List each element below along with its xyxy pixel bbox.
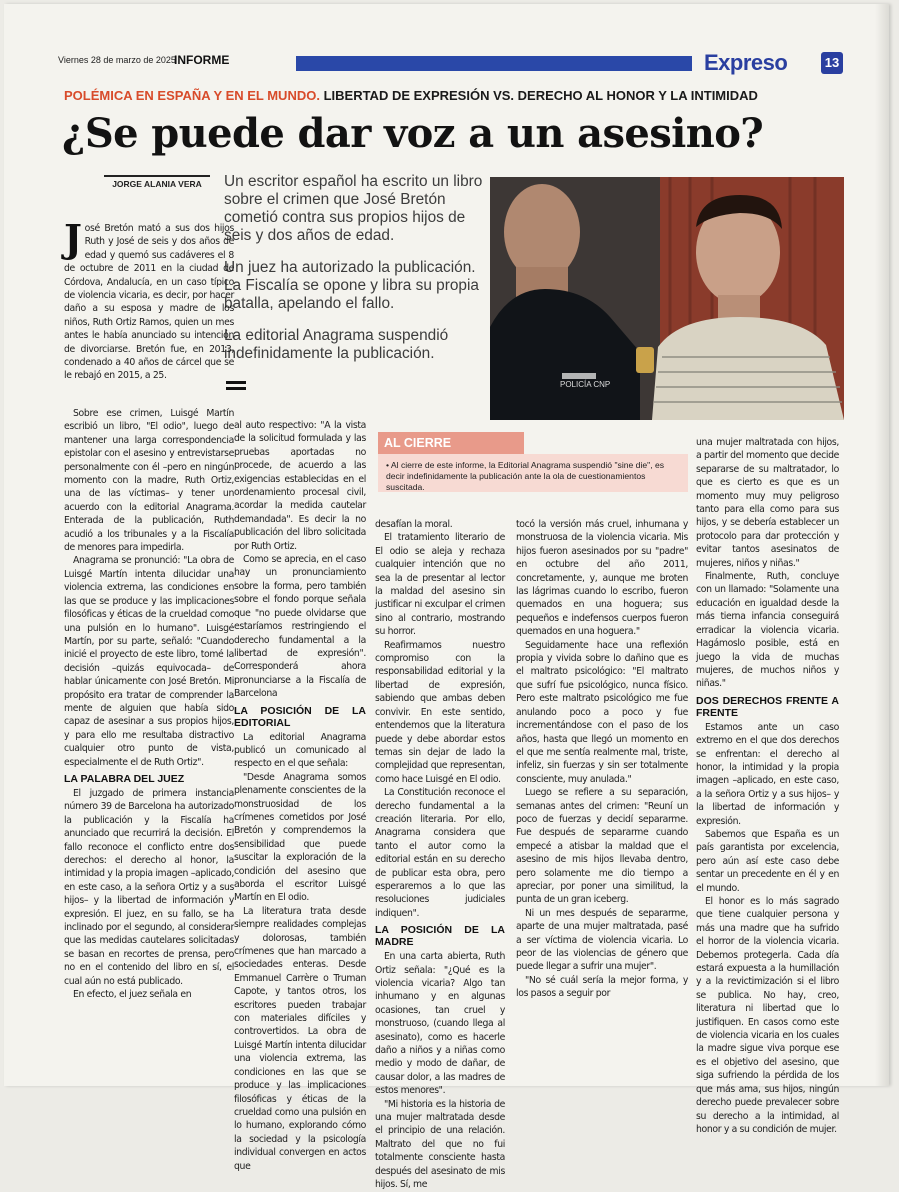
paragraph: Seguidamente hace una reflexión propia y vivida sobre lo dañino que es el maltrato psicológico: "El maltrato que sufrí fue psicológico, nunca físico. Pero este maltrato psicológico me fue anulando poco a poco y fue incrementándose con el paso de los años, hasta que llegó un momento en el que me sentía realmente mal, triste, infeliz, sin fuerzas y sin ser totalmente consciente, muy anulada." [516, 639, 688, 785]
paragraph: Sabemos que España es un país garantista por excelencia, pero aún así este caso debe sentar un precedente en él y en el mundo. [696, 828, 839, 894]
newspaper-page [4, 4, 889, 1191]
drop-cap: J [64, 216, 82, 261]
paragraph: El tratamiento literario de El odio se aleja y rechaza cualquier intención que no sea la de presentar al lector la maldad del asesino sin justificar ni exculpar el crimen sino al contrario, mostrando su horror. [375, 532, 505, 638]
photo-illustration [490, 177, 844, 420]
paragraph: El honor es lo más sagrado que tiene cualquier persona y más una madre que ha sufrido el horror de la violencia vicaria. Debemos protegerla. Cada día estará expuesta a la humillación y a la revictimización si el libro se publica. No hay, creo, literatura ni libertad que lo justifiquen. En casos como este de violencia vicaria en los cuales la madre sigue viva porque ese es el objetivo del asesino, que siga sufriendo la pérdida de los que más ama, sus hijos, ningún derecho puede prevalecer sobre su derecho a la intimidad, al honor y a su condición de mujer. [696, 896, 839, 1135]
paragraph: La literatura trata desde siempre realidades complejas y dolorosas, también crímenes que han marcado a sociedades enteras. Desde Emmanuel Carrère o Truman Capote, y tantos otros, los escritores pueden trabajar con materiales difíciles y controvertidos. La obra de Luisgé Martín intenta dilucidar una violencia extrema, las condiciones en las que se produce y las implicaciones filosóficas y éticas de la crueldad como una pulsión en lo humano, explorando cómo la sociedad y la psicología individual convergen en actos que [234, 905, 366, 1172]
deck-paragraph-2: Un juez ha autorizado la publicación. La Fiscalía se opone y libra su propia batalla, apelando el fallo. [224, 259, 479, 312]
subhead-derechos: DOS DERECHOS FRENTE A FRENTE [696, 694, 839, 719]
header-band [296, 56, 692, 71]
page-header [58, 50, 848, 75]
sidebar-box [378, 454, 688, 492]
paragraph: Finalmente, Ruth, concluye con un llamado: "Solamente una educación en igualdad desde la más tierna infancia conseguirá erradicar la violencia vicaria. Hagámoslo posible, está en juego la vida de muchas mujeres, de muchos niños y niñas." [696, 571, 839, 690]
paragraph: Sobre ese crimen, Luisgé Martín escribió un libro, "El odio", luego de mantener una larga correspondencia epistolar con el asesino y entrevistarse personalmente con él –pero en ningún momento con la madre, Ruth Ortiz, una de las víctimas– y tener un acuerdo con la editorial Anagrama. Enterada de la publicación, Ruth acudió a los tribunales y a la Fiscalía de menores para impedirla. [64, 408, 234, 554]
paragraph: Reafirmamos nuestro compromiso con la responsabilidad editorial y la libertad de expresión, sabiendo que ambas deben convivir. En este sentido, entendemos que la literatura puede y debe abordar estos temas sin dejar de lado la complejidad que representan, como hace Luisgé en El odio. [375, 639, 505, 785]
kicker-red: POLÉMICA EN ESPAÑA Y EN EL MUNDO. [64, 88, 320, 103]
page-number: 13 [821, 52, 843, 74]
article-deck [224, 173, 489, 377]
column-1 [64, 407, 234, 1001]
byline: JORGE ALANIA VERA [112, 179, 202, 189]
paragraph: "Desde Anagrama somos plenamente conscientes de la monstruosidad de los crímenes cometidos por José Bretón y comprendemos la sensibilidad que puede suscitar la exploración de la condición del asesino que aborda el escritor Luisgé Martín en El odio. [234, 771, 366, 904]
kicker-black: LIBERTAD DE EXPRESIÓN VS. DERECHO AL HONOR Y LA INTIMIDAD [323, 88, 758, 103]
deck-paragraph-3: La editorial Anagrama suspendió indefinidamente la publicación. [224, 327, 449, 362]
sidebar-box-title: AL CIERRE [384, 436, 452, 450]
paragraph: tocó la versión más cruel, inhumana y monstruosa de la violencia vicaria. Mis hijos fueron asesinados por su "padre" en octubre del año 2011, concretamente, y, aunque me broten las lágrimas cuando lo escribo, fueron quemados en una hoguera; sus pequeños e indefensos cuerpos fueron quemados en una hoguera." [516, 519, 688, 638]
paragraph: La Constitución reconoce el derecho fundamental a la creación literaria. Por ello, Anagrama considera que tanto el autor como la editorial están en su derecho de publicar esta obra, pero esperaremos a lo que las resoluciones judiciales indiquen". [375, 787, 505, 919]
paragraph: Como se aprecia, en el caso hay un pronunciamiento sobre la forma, pero también sobre el fondo porque señala que "no puede olvidarse que estaríamos restringiendo el derecho fundamental a la libertad de expresión". Corresponderá ahora pronunciarse a la Fiscalía de Barcelona [234, 554, 366, 700]
paragraph: al auto respectivo: "A la vista de la solicitud formulada y las pruebas aportadas no procede, de acuerdo a las exigencias establecidas en el ordenamiento procesal civil, acordar la medida cautelar demandada". Es decir la no publicación del libro solicitada por Ruth Ortiz. [234, 420, 366, 552]
deck-paragraph-1: Un escritor español ha escrito un libro sobre el crimen que José Bretón cometió contra sus propios hijos de seis y dos años de edad. [224, 173, 483, 244]
issue-date: Viernes 28 de marzo de 2025 [58, 55, 176, 65]
subhead-madre: LA POSICIÓN DE LA MADRE [375, 924, 505, 949]
paragraph: Ni un mes después de separarme, aparte de una mujer maltratada, pasé a ser víctima de violencia vicaria. Lo peor de las violencias de género que puede llegar a sufrir una mujer". [516, 907, 688, 973]
paragraph: La editorial Anagrama publicó un comunicado al respecto en el que señala: [234, 731, 366, 770]
paragraph: una mujer maltratada con hijos, a partir del momento que decide separarse de su maltratador, lo que es cierto es que es un momento muy muy peligroso tanto para ella como para sus hijos, y se debería establecer un protocolo para dar protección y evitar tantos asesinatos de mujeres, niños y niñas." [696, 437, 839, 569]
paragraph: En efecto, el juez señala en [73, 989, 192, 1001]
paragraph: Anagrama se pronunció: "La obra de Luisgé Martín intenta dilucidar una violencia extrema, las condiciones en las que se produce y las implicaciones filosóficas y éticas de la crueldad como una pulsión en lo humano". Luisgé Martín, por su parte, señaló: "Cuando inicié el proyecto de este libro, tomé la decisión –quizás equivocada– de hablar únicamente con José Bretón. Mi propósito era tratar de comprender la mente de alguien que había sido capaz de asesinar a sus propios hijos, y para ello me resultaba distractivo cualquier otro punto de vista, especialmente el de Ruth Ortiz". [64, 555, 234, 768]
subhead-juez: LA PALABRA DEL JUEZ [64, 772, 185, 785]
byline-block [104, 175, 210, 189]
sidebar-box-header [378, 432, 524, 454]
paragraph: desafían la moral. [375, 519, 453, 530]
column-2 [234, 419, 366, 1173]
column-5 [696, 436, 839, 1136]
article-photo [490, 177, 844, 420]
paragraph: "No sé cuál sería la mejor forma, y los pasos a seguir por [516, 974, 688, 1000]
headline: ¿Se puede dar voz a un asesino? [62, 110, 764, 157]
newspaper-logo: Expreso [704, 50, 788, 75]
subhead-editorial: LA POSICIÓN DE LA EDITORIAL [234, 704, 366, 729]
kicker-line [64, 88, 758, 103]
sidebar-box-text: • Al cierre de este informe, la Editorial Anagrama suspendió "sine die", es decir indefinidamente la publicación ante la ola de cuestionamientos suscitada. [386, 460, 665, 492]
paragraph: Luego se refiere a su separación, semanas antes del crimen: "Reuní un poco de fuerzas y decidí separarme. Fue después de separarme cuando empecé a atisbar la maldad que el asesino de mis hijos llevaba dentro, pero solamente me dio tiempo a apreciar, por poner una similitud, la punta de un gran iceberg. [516, 787, 688, 906]
column-1-intro [64, 216, 234, 383]
section-name: INFORME [174, 53, 230, 67]
paragraph: Estamos ante un caso extremo en el que dos derechos se enfrentan: el derecho al honor, la intimidad y la propia imagen –aplicado, en este caso, a la señora Ortiz y a sus hijos– y la libertad de información y expresión. [696, 721, 839, 827]
paragraph: El juzgado de primera instancia número 39 de Barcelona ha autorizado la publicación y la Fiscalía ha anunciado que recurrirá la decisión. El fallo reconoce el conflicto entre dos derechos: el derecho al honor, la intimidad y la propia imagen –aplicado, en este caso, a la señora Ortiz y a sus hijos– y la libertad de información y expresión. El juez, en su fallo, se ha inclinado por el segundo, al considerar que las medidas cautelares solicitadas se basan en recortes de prensa, pero no en el contenido del libro en sí, el cual aún no está publicado. [64, 787, 234, 987]
police-badge-text: POLICÍA CNP [560, 380, 611, 389]
paragraph: En una carta abierta, Ruth Ortiz señala: "¿Qué es la violencia vicaria? Algo tan inhumano y en algunas ocasiones, tan cruel y monstruoso, (cuando llega al asesinato), como es hacerle daño a niños y a niñas como medio y modo de dañar, de causar dolor, a las madres de estos menores". [375, 951, 505, 1097]
column-4 [516, 518, 688, 1001]
column-3 [375, 518, 505, 1192]
byline-rule [104, 175, 210, 177]
paragraph: "Mi historia es la historia de una mujer maltratada desde el principio de una relación. Maltrato del que no fui totalmente consciente hasta después del asesinato de mis hijos. Sí, me [375, 1098, 505, 1191]
intro-text: osé Bretón mató a sus dos hijos Ruth y José de seis y dos años de edad y quemó sus cadáveres el 8 de octubre de 2011 en la ciudad de Córdova, Andalucía, en un caso típico de violencia vicaria, es decir, por hacer daño a su esposa y madre de los niños, Ruth Ortiz Ramos, quien un mes antes le había anunciado su intención de divorciarse. Bretón fue, en 2013, condenado a 40 años de cárcel que se le rebajó en 2015, a 25. [64, 223, 234, 382]
page-fold-shadow [875, 4, 889, 1086]
intro-paragraph [64, 216, 234, 383]
